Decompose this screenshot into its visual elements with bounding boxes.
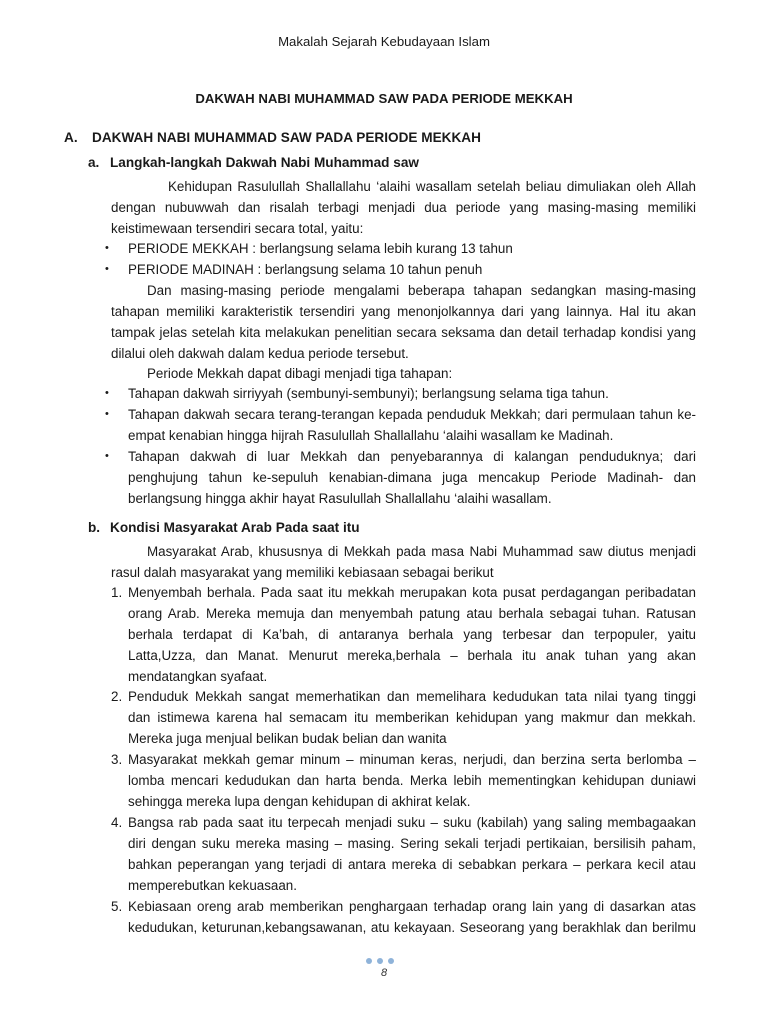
numbered-item: Masyarakat mekkah gemar minum – minuman keras, nerjudi, dan berzina serta berlomba – xyxy=(128,752,696,767)
list-number: 4. xyxy=(111,815,123,830)
document-title: DAKWAH NABI MUHAMMAD SAW PADA PERIODE MEKKAH xyxy=(195,91,573,106)
paragraph-line: Kehidupan Rasulullah Shallallahu ‘alaihi wasallam setelah beliau dimuliakan oleh Allah xyxy=(168,179,696,194)
section-a-heading xyxy=(64,130,481,145)
numbered-item-continuation: sehingga mereka lupa dengan kehidupan di akhirat kelak. xyxy=(128,794,471,809)
section-a-text: DAKWAH NABI MUHAMMAD SAW PADA PERIODE MEKKAH xyxy=(92,130,481,145)
list-item: Tahapan dakwah di luar Mekkah dan penyebarannya di kalangan penduduknya; dari xyxy=(128,449,696,464)
dot-icon xyxy=(377,958,383,964)
list-item-continuation: berlangsung hingga akhir hayat Rasulullah Shallallahu ‘alaihi wasallam. xyxy=(128,491,552,506)
bullet-marker: • xyxy=(105,408,109,420)
list-item: Tahapan dakwah secara terang-terangan kepada penduduk Mekkah; dari permulaan tahun ke- xyxy=(128,407,696,422)
list-number: 5. xyxy=(111,899,123,914)
dot-icon xyxy=(366,958,372,964)
numbered-item-continuation: memperebutkan kekuasaan. xyxy=(128,878,297,893)
dot-icon xyxy=(388,958,394,964)
numbered-item-continuation: Mereka juga menjual belikan budak belian dan wanita xyxy=(128,731,447,746)
numbered-item: Bangsa rab pada saat itu terpecah menjadi suku – suku (kabilah) yang saling membagaakan xyxy=(128,815,696,830)
paragraph-line: tampak jelas setelah kita melakukan penelitian secara seksama dan detail terhadap kondisi yang xyxy=(111,325,696,340)
paragraph-line: dilalui oleh dakwah dalam kedua periode tersebut. xyxy=(111,346,409,361)
paragraph-line: Dan masing-masing periode mengalami beberapa tahapan sedangkan masing-masing xyxy=(147,283,696,298)
numbered-item-continuation: diri dengan suku mereka masing – masing. Sering sekali terjadi pertikaian, bersilisih paham, xyxy=(128,836,696,851)
subsection-a-heading xyxy=(88,155,419,170)
numbered-item: Kebiasaan oreng arab memberikan penghargaan terhadap orang lain yang di dasarkan atas xyxy=(128,899,696,914)
page-number: 8 xyxy=(380,967,388,979)
paragraph-line: Periode Mekkah dapat dibagi menjadi tiga tahapan: xyxy=(147,366,453,381)
list-number: 3. xyxy=(111,752,123,767)
numbered-item-continuation: Latta,Uzza, dan Manat. Menurut mereka,berhala – berhala itu anak tuhan yang akan xyxy=(128,648,696,663)
list-item: Tahapan dakwah sirriyyah (sembunyi-sembunyi); berlangsung selama tiga tahun. xyxy=(128,386,609,401)
paragraph-line: tahapan memiliki karakteristik tersendiri yang menonjolkannya dari yang lainnya. Hal itu akan xyxy=(111,304,696,319)
subsection-a-number: a. xyxy=(88,155,100,170)
list-item-continuation: empat kenabian hingga hijrah Rasulullah Shallallahu ‘alaihi wasallam ke Madinah. xyxy=(128,428,614,443)
running-header: Makalah Sejarah Kebudayaan Islam xyxy=(278,34,490,49)
numbered-item-continuation: kedudukan, keturunan,kebangsawanan, atu kekayaan. Seseorang yang berakhlak dan berilmu xyxy=(128,920,696,935)
list-number: 2. xyxy=(111,689,123,704)
numbered-item-continuation: bahkan peperangan yang terjadi di antara mereka di sebabkan perkara – perkara kecil atau xyxy=(128,857,696,872)
numbered-item-continuation: dan istimewa karena hal semacam itu memberikan kehidupan yang makmur dan mekkah. xyxy=(128,710,696,725)
paragraph-line: rasul dalah masyarakat yang memiliki kebiasaan sebagai berikut xyxy=(111,565,494,580)
subsection-b-heading xyxy=(88,520,360,535)
list-number: 1. xyxy=(111,585,123,600)
numbered-item-continuation: mendatangkan syafaat. xyxy=(128,669,268,684)
bullet-marker: • xyxy=(105,450,109,462)
numbered-item-continuation: lomba mencari kedudukan dan harta benda. Merka lebih mementingkan kehidupan duniawi xyxy=(128,773,696,788)
subsection-a-text: Langkah-langkah Dakwah Nabi Muhammad saw xyxy=(110,155,419,170)
list-item: PERIODE MEKKAH : berlangsung selama lebih kurang 13 tahun xyxy=(128,241,513,256)
section-a-number: A. xyxy=(64,130,78,145)
list-item-continuation: penghujung tahun ke-sepuluh kenabian-dimana juga mencakup Periode Madinah- dan xyxy=(128,470,696,485)
page-separator-dots xyxy=(366,958,394,964)
paragraph-line: keistimewaan tersendiri secara total, yaitu: xyxy=(111,221,364,236)
numbered-item: Penduduk Mekkah sangat memerhatikan dan memelihara kedudukan tata nilai tyang tinggi xyxy=(128,689,696,704)
numbered-item-continuation: berhala terdapat di Ka’bah, di antaranya berhala yang terbesar dan terpopuler, yaitu xyxy=(128,627,696,642)
numbered-item-continuation: orang Arab. Mereka memuja dan menyembah patung atau berhala sebagai tuhan. Ratusan xyxy=(128,606,696,621)
subsection-b-text: Kondisi Masyarakat Arab Pada saat itu xyxy=(110,520,360,535)
bullet-marker: • xyxy=(105,387,109,399)
bullet-marker: • xyxy=(105,242,109,254)
paragraph-line: dengan nubuwwah dan risalah terbagi menjadi dua periode yang masing-masing memiliki xyxy=(111,200,696,215)
bullet-marker: • xyxy=(105,263,109,275)
subsection-b-number: b. xyxy=(88,520,101,535)
list-item: PERIODE MADINAH : berlangsung selama 10 tahun penuh xyxy=(128,262,483,277)
paragraph-line: Masyarakat Arab, khususnya di Mekkah pada masa Nabi Muhammad saw diutus menjadi xyxy=(147,544,696,559)
numbered-item: Menyembah berhala. Pada saat itu mekkah merupakan kota pusat perdagangan peribadatan xyxy=(128,585,696,600)
